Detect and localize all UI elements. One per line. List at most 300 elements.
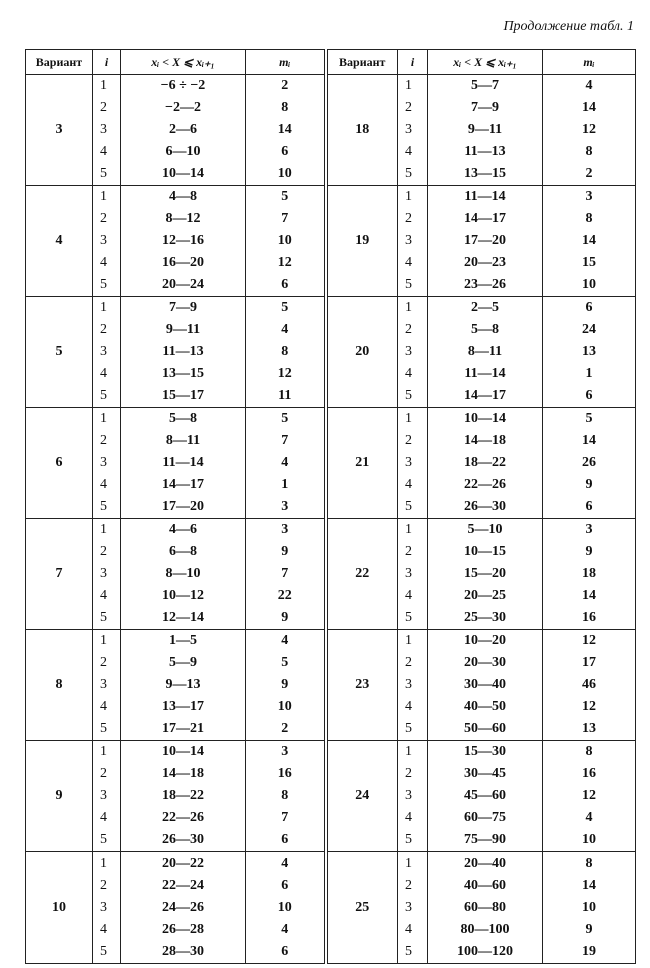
frequency-cell: 5 (281, 189, 289, 204)
index-cells (93, 852, 121, 964)
interval-cell: 24—26 (162, 899, 204, 915)
header-variant-left: Вариант (26, 50, 93, 75)
frequency-cell: 11 (278, 388, 292, 403)
index-cell: 4 (100, 588, 107, 603)
index-cell: 2 (100, 322, 107, 337)
frequency-cell: 14 (582, 233, 596, 248)
interval-cell: 23—26 (464, 277, 506, 292)
frequency-cell: 12 (277, 366, 292, 381)
interval-cell: 20—23 (464, 255, 506, 270)
frequency-cell: 6 (281, 277, 289, 292)
interval-cell: 9—13 (165, 677, 201, 692)
interval-cell: 26—28 (162, 921, 204, 937)
interval-cell: 17—20 (464, 233, 506, 248)
frequency-cell: 5 (585, 411, 593, 426)
frequency-cell: 9 (281, 610, 289, 625)
frequency-cell: 4 (281, 455, 289, 470)
index-cell: 5 (405, 721, 412, 736)
frequency-cells (246, 741, 326, 852)
frequency-cell: 2 (281, 78, 289, 93)
index-cell: 3 (405, 455, 412, 470)
frequency-cell: 2 (585, 166, 593, 181)
interval-cell: 11—13 (464, 144, 506, 159)
interval-cells (428, 75, 543, 186)
variant-number: 3 (26, 75, 93, 186)
frequency-cell: 8 (281, 100, 289, 115)
variant-row (26, 630, 636, 741)
frequency-cell: 9 (585, 477, 593, 492)
index-cell: 3 (405, 344, 412, 359)
variant-number: 9 (26, 741, 93, 852)
frequency-cells (543, 297, 636, 408)
frequency-cells (543, 408, 636, 519)
frequency-cell: 6 (281, 877, 289, 893)
frequency-cell: 4 (585, 810, 593, 825)
frequency-cells (543, 186, 636, 297)
interval-cell: 2—5 (471, 300, 499, 315)
index-cell: 5 (100, 277, 107, 292)
frequency-cells (543, 741, 636, 852)
frequency-cell: 26 (582, 455, 596, 470)
index-cell: 2 (405, 655, 412, 670)
interval-cell: 75—90 (464, 832, 506, 847)
frequency-cell: 12 (582, 122, 596, 137)
table-body (26, 75, 636, 964)
interval-cell: 28—30 (162, 943, 204, 959)
header-i-right: i (398, 50, 428, 75)
index-cells (398, 408, 428, 519)
interval-cell: 26—30 (162, 832, 204, 847)
index-cell: 1 (100, 78, 107, 93)
index-cell: 5 (405, 499, 412, 514)
interval-cell: 8—11 (467, 344, 503, 359)
index-cell: 5 (100, 499, 107, 514)
variant-number: 23 (326, 630, 398, 741)
frequency-cell: 10 (277, 166, 292, 181)
frequency-cell: 14 (582, 433, 596, 448)
interval-cell: 7—9 (169, 300, 197, 315)
frequency-cell: 8 (281, 788, 289, 803)
index-cell: 5 (100, 388, 107, 403)
index-cell: 1 (100, 189, 107, 204)
variant-number: 18 (326, 75, 398, 186)
interval-cell: 7—9 (471, 100, 499, 115)
interval-cell: −2—2 (165, 100, 201, 115)
header-m-left: mᵢ (246, 50, 326, 75)
index-cell: 3 (100, 566, 107, 581)
frequency-cell: 15 (582, 255, 596, 270)
index-cell: 3 (405, 788, 412, 803)
frequency-cells (246, 852, 326, 964)
interval-cell: 20—24 (162, 277, 204, 292)
interval-cell: 8—11 (165, 433, 201, 448)
index-cell: 5 (100, 832, 107, 847)
frequency-cell: 3 (585, 522, 593, 537)
frequency-cells (246, 519, 326, 630)
interval-cell: 18—22 (162, 788, 204, 803)
index-cell: 1 (405, 300, 412, 315)
frequency-cell: 6 (585, 388, 593, 403)
index-cell: 5 (100, 721, 107, 736)
interval-cell: 60—75 (464, 810, 506, 825)
index-cell: 4 (100, 477, 107, 492)
interval-cells (121, 852, 246, 964)
index-cell: 2 (405, 766, 412, 781)
index-cell: 2 (405, 433, 412, 448)
index-cell: 4 (405, 144, 412, 159)
frequency-cells (246, 630, 326, 741)
header-row (26, 50, 636, 75)
frequency-cell: 13 (582, 721, 596, 736)
frequency-cell: 16 (582, 610, 596, 625)
interval-cell: 20—40 (464, 855, 506, 871)
header-variant-right: Вариант (326, 50, 398, 75)
variant-number: 6 (26, 408, 93, 519)
index-cell: 4 (405, 588, 412, 603)
interval-cells (121, 186, 246, 297)
interval-cell: 13—17 (162, 699, 204, 714)
frequency-cell: 14 (582, 100, 596, 115)
variant-row (26, 519, 636, 630)
index-cell: 2 (100, 433, 107, 448)
frequency-cell: 10 (582, 832, 596, 847)
frequency-cell: 8 (585, 855, 593, 871)
frequency-cells (543, 630, 636, 741)
interval-cell: 5—10 (467, 522, 503, 537)
frequency-cell: 2 (281, 721, 289, 736)
interval-cell: 15—17 (162, 388, 204, 403)
interval-cell: 11—13 (162, 344, 204, 359)
frequency-cell: 9 (585, 921, 593, 937)
interval-cell: 4—6 (169, 522, 197, 537)
index-cells (398, 852, 428, 964)
index-cells (398, 519, 428, 630)
frequency-cell: 10 (582, 277, 596, 292)
interval-cell: 17—20 (162, 499, 204, 514)
interval-cells (428, 297, 543, 408)
index-cell: 3 (100, 455, 107, 470)
variant-number: 10 (26, 852, 93, 964)
interval-cells (428, 186, 543, 297)
interval-cell: 10—20 (464, 633, 506, 648)
frequency-cell: 10 (582, 899, 596, 915)
frequency-cell: 4 (281, 322, 289, 337)
interval-cells (428, 519, 543, 630)
frequency-cell: 9 (281, 677, 289, 692)
interval-cell: 5—8 (471, 322, 499, 337)
index-cell: 5 (100, 943, 107, 959)
variant-row (26, 408, 636, 519)
index-cell: 5 (405, 388, 412, 403)
data-table (25, 49, 636, 964)
index-cell: 1 (405, 855, 412, 871)
frequency-cell: 24 (582, 322, 596, 337)
index-cell: 3 (100, 122, 107, 137)
index-cell: 4 (100, 810, 107, 825)
index-cell: 3 (100, 344, 107, 359)
variant-number: 20 (326, 297, 398, 408)
interval-cells (428, 741, 543, 852)
interval-cell: −6 ÷ −2 (160, 78, 206, 93)
interval-cell: 11—14 (162, 455, 204, 470)
variant-number: 7 (26, 519, 93, 630)
index-cell: 2 (405, 877, 412, 893)
frequency-cells (246, 408, 326, 519)
interval-cells (121, 519, 246, 630)
index-cell: 2 (405, 322, 412, 337)
index-cells (93, 519, 121, 630)
frequency-cell: 4 (281, 633, 289, 648)
frequency-cell: 14 (582, 877, 596, 893)
index-cells (398, 75, 428, 186)
interval-cells (121, 741, 246, 852)
variant-number: 21 (326, 408, 398, 519)
index-cell: 1 (100, 522, 107, 537)
frequency-cell: 12 (582, 788, 596, 803)
interval-cell: 14—18 (464, 433, 506, 448)
index-cell: 1 (100, 411, 107, 426)
index-cell: 2 (100, 766, 107, 781)
variant-number: 8 (26, 630, 93, 741)
frequency-cell: 14 (277, 122, 292, 137)
index-cells (398, 186, 428, 297)
interval-cell: 20—25 (464, 588, 506, 603)
index-cell: 5 (100, 610, 107, 625)
interval-cell: 9—11 (467, 122, 503, 137)
index-cells (93, 75, 121, 186)
interval-cell: 11—14 (464, 189, 506, 204)
index-cell: 1 (405, 189, 412, 204)
interval-cells (428, 408, 543, 519)
frequency-cell: 5 (281, 655, 289, 670)
frequency-cell: 4 (281, 855, 289, 871)
interval-cell: 6—8 (169, 544, 197, 559)
interval-cell: 5—8 (169, 411, 197, 426)
frequency-cell: 19 (582, 943, 596, 959)
interval-cells (121, 408, 246, 519)
index-cell: 3 (100, 233, 107, 248)
index-cell: 2 (405, 544, 412, 559)
index-cells (93, 630, 121, 741)
index-cell: 4 (405, 255, 412, 270)
index-cell: 2 (405, 211, 412, 226)
index-cell: 3 (405, 122, 412, 137)
index-cells (93, 297, 121, 408)
index-cell: 4 (405, 810, 412, 825)
header-range-left: xᵢ < X ⩽ xᵢ₊₁ (121, 50, 246, 75)
interval-cell: 5—9 (169, 655, 197, 670)
frequency-cell: 4 (281, 921, 289, 937)
index-cell: 4 (100, 366, 107, 381)
interval-cell: 10—14 (162, 744, 204, 759)
frequency-cell: 3 (281, 499, 289, 514)
interval-cell: 5—7 (471, 78, 499, 93)
interval-cells (121, 630, 246, 741)
frequency-cell: 22 (277, 588, 292, 603)
interval-cell: 4—8 (169, 189, 197, 204)
frequency-cell: 8 (585, 144, 593, 159)
frequency-cell: 8 (281, 344, 289, 359)
index-cell: 1 (100, 744, 107, 759)
interval-cell: 25—30 (464, 610, 506, 625)
frequency-cells (543, 852, 636, 964)
frequency-cell: 7 (281, 433, 289, 448)
variant-row (26, 186, 636, 297)
frequency-cell: 10 (277, 699, 292, 714)
interval-cell: 14—17 (162, 477, 204, 492)
frequency-cell: 5 (281, 300, 289, 315)
frequency-cell: 7 (281, 810, 289, 825)
interval-cell: 11—14 (464, 366, 506, 381)
index-cells (93, 408, 121, 519)
frequency-cells (246, 186, 326, 297)
index-cell: 2 (100, 100, 107, 115)
index-cell: 4 (100, 921, 107, 937)
frequency-cell: 17 (582, 655, 596, 670)
index-cell: 5 (405, 610, 412, 625)
interval-cell: 14—17 (464, 211, 506, 226)
frequency-cell: 6 (281, 144, 289, 159)
interval-cell: 40—60 (464, 877, 506, 893)
index-cell: 2 (100, 655, 107, 670)
frequency-cell: 4 (585, 78, 593, 93)
index-cell: 5 (405, 166, 412, 181)
index-cell: 3 (405, 899, 412, 915)
interval-cell: 80—100 (460, 921, 510, 937)
index-cell: 2 (100, 211, 107, 226)
header-range-right: xᵢ < X ⩽ xᵢ₊₁ (428, 50, 543, 75)
header-i-left: i (93, 50, 121, 75)
variant-row (26, 852, 636, 964)
frequency-cells (543, 75, 636, 186)
index-cell: 1 (100, 633, 107, 648)
variant-number: 24 (326, 741, 398, 852)
interval-cell: 22—26 (162, 810, 204, 825)
index-cell: 4 (405, 921, 412, 937)
frequency-cell: 6 (585, 300, 593, 315)
interval-cell: 22—26 (464, 477, 506, 492)
interval-cells (121, 297, 246, 408)
frequency-cell: 12 (582, 633, 596, 648)
interval-cell: 17—21 (162, 721, 204, 736)
interval-cell: 13—15 (464, 166, 506, 181)
variant-number: 5 (26, 297, 93, 408)
index-cells (398, 630, 428, 741)
interval-cell: 14—18 (162, 766, 204, 781)
index-cell: 5 (100, 166, 107, 181)
index-cell: 4 (100, 144, 107, 159)
interval-cell: 15—30 (464, 744, 506, 759)
index-cell: 3 (100, 788, 107, 803)
frequency-cells (246, 75, 326, 186)
interval-cells (428, 852, 543, 964)
index-cells (398, 741, 428, 852)
index-cell: 2 (405, 100, 412, 115)
interval-cells (428, 630, 543, 741)
frequency-cell: 7 (281, 566, 289, 581)
index-cell: 1 (100, 855, 107, 871)
frequency-cell: 1 (281, 477, 289, 492)
interval-cell: 26—30 (464, 499, 506, 514)
index-cell: 1 (405, 522, 412, 537)
index-cell: 4 (100, 255, 107, 270)
interval-cell: 20—30 (464, 655, 506, 670)
interval-cell: 30—40 (464, 677, 506, 692)
frequency-cell: 1 (585, 366, 593, 381)
frequency-cell: 6 (281, 943, 289, 959)
index-cells (93, 186, 121, 297)
variant-number: 19 (326, 186, 398, 297)
interval-cell: 50—60 (464, 721, 506, 736)
index-cell: 2 (100, 544, 107, 559)
interval-cell: 6—10 (165, 144, 201, 159)
frequency-cell: 3 (585, 189, 593, 204)
frequency-cell: 6 (585, 499, 593, 514)
variant-number: 22 (326, 519, 398, 630)
index-cell: 3 (405, 233, 412, 248)
frequency-cell: 12 (277, 255, 292, 270)
variant-row (26, 75, 636, 186)
index-cell: 3 (100, 899, 107, 915)
frequency-cell: 13 (582, 344, 596, 359)
frequency-cell: 10 (277, 233, 292, 248)
frequency-cell: 6 (281, 832, 289, 847)
index-cell: 4 (100, 699, 107, 714)
frequency-cell: 7 (281, 211, 289, 226)
interval-cell: 9—11 (165, 322, 201, 337)
interval-cell: 14—17 (464, 388, 506, 403)
frequency-cells (246, 297, 326, 408)
interval-cell: 8—10 (165, 566, 201, 581)
interval-cell: 1—5 (169, 633, 197, 648)
index-cell: 4 (405, 477, 412, 492)
index-cell: 1 (405, 78, 412, 93)
interval-cell: 30—45 (464, 766, 506, 781)
interval-cell: 22—24 (162, 877, 204, 893)
index-cells (398, 297, 428, 408)
variant-number: 4 (26, 186, 93, 297)
interval-cell: 10—14 (162, 166, 204, 181)
frequency-cell: 9 (281, 544, 289, 559)
interval-cell: 8—12 (165, 211, 201, 226)
interval-cell: 15—20 (464, 566, 506, 581)
frequency-cell: 10 (277, 899, 292, 915)
interval-cell: 12—14 (162, 610, 204, 625)
interval-cell: 10—15 (464, 544, 506, 559)
index-cell: 4 (405, 699, 412, 714)
index-cell: 5 (405, 277, 412, 292)
index-cell: 2 (100, 877, 107, 893)
interval-cell: 13—15 (162, 366, 204, 381)
frequency-cell: 14 (582, 588, 596, 603)
frequency-cell: 8 (585, 744, 593, 759)
index-cell: 4 (405, 366, 412, 381)
frequency-cell: 3 (281, 522, 289, 537)
frequency-cell: 8 (585, 211, 593, 226)
frequency-cell: 9 (585, 544, 593, 559)
variant-row (26, 741, 636, 852)
interval-cell: 60—80 (464, 899, 506, 915)
interval-cell: 18—22 (464, 455, 506, 470)
variant-number: 25 (326, 852, 398, 964)
interval-cells (121, 75, 246, 186)
frequency-cell: 16 (582, 766, 596, 781)
interval-cell: 100—120 (457, 943, 513, 959)
index-cell: 1 (405, 744, 412, 759)
index-cell: 1 (100, 300, 107, 315)
frequency-cell: 5 (281, 411, 289, 426)
frequency-cell: 46 (582, 677, 596, 692)
